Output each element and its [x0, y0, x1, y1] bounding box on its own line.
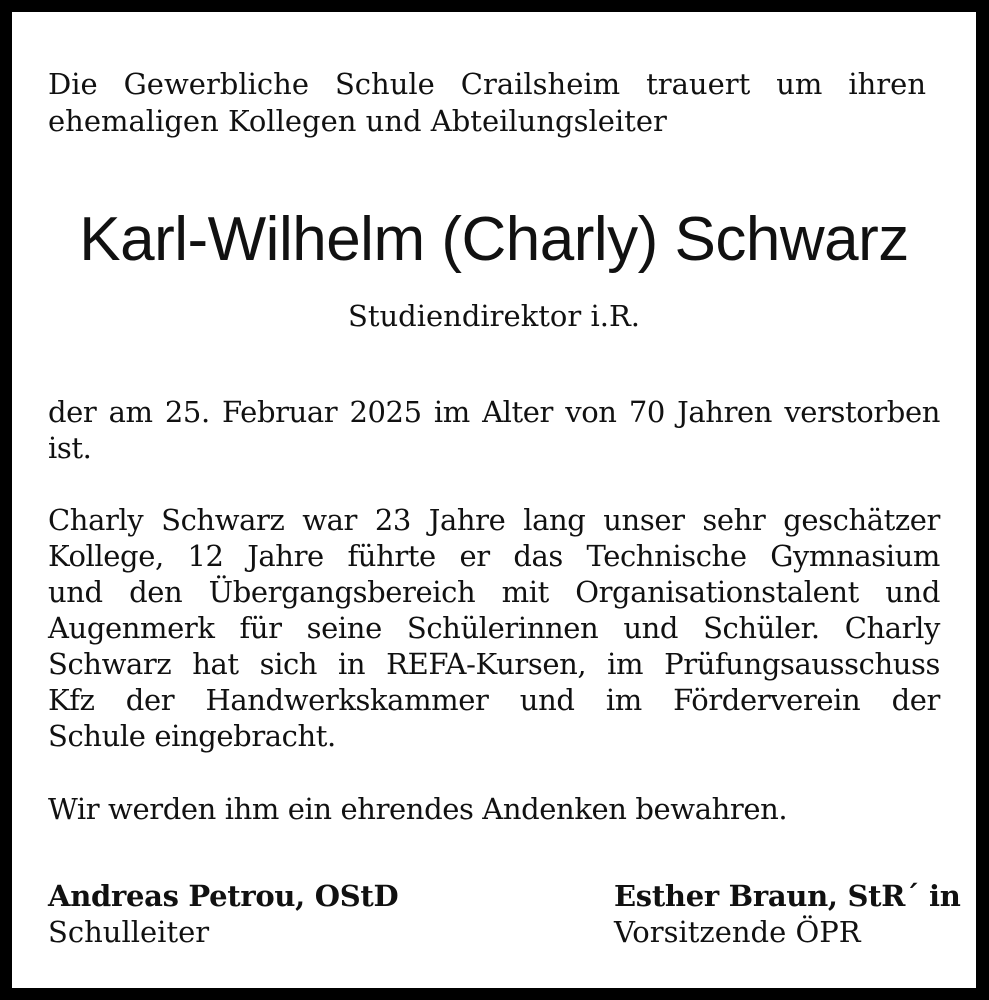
closing-line: Wir werden ihm ein ehrendes Andenken bewahren. — [48, 792, 788, 826]
signature-staff-council — [614, 878, 961, 950]
intro-line: ehemaligen Kollegen und Abteilungsleiter — [48, 104, 667, 138]
biography-line: Schule eingebracht. — [48, 719, 336, 753]
biography-line: und den Übergangsbereich mit Organisationstalent und — [48, 575, 940, 609]
death-notice — [48, 394, 940, 466]
biography-line: Augenmerk für seine Schülerinnen und Schüler. Charly — [48, 611, 940, 645]
signature-name: Esther Braun, StR´ in — [614, 879, 961, 913]
notice-sheet — [12, 12, 976, 988]
biography-paragraph — [48, 502, 940, 754]
deceased-title: Studiendirektor i.R. — [347, 299, 641, 333]
death-notice-line: ist. — [48, 431, 92, 465]
biography-line: Charly Schwarz war 23 Jahre lang unser sehr geschätzer — [48, 503, 940, 537]
signature-role: Vorsitzende ÖPR — [614, 915, 861, 949]
signature-name: Andreas Petrou, OStD — [48, 879, 399, 913]
intro-text — [48, 66, 926, 140]
intro-line: Die Gewerbliche Schule Crailsheim trauert um ihren — [48, 67, 926, 101]
biography-line: Kfz der Handwerkskammer und im Förderverein der — [48, 683, 940, 717]
death-notice-line: der am 25. Februar 2025 im Alter von 70 Jahren verstorben — [48, 395, 940, 429]
biography-line: Kollege, 12 Jahre führte er das Technische Gymnasium — [48, 539, 940, 573]
closing-statement — [48, 791, 940, 827]
deceased-name: Karl-Wilhelm (Charly) Schwarz — [79, 205, 909, 274]
signature-role: Schulleiter — [48, 915, 210, 949]
biography-line: Schwarz hat sich in REFA-Kursen, im Prüfungsausschuss — [48, 647, 940, 681]
signature-principal — [48, 878, 398, 950]
